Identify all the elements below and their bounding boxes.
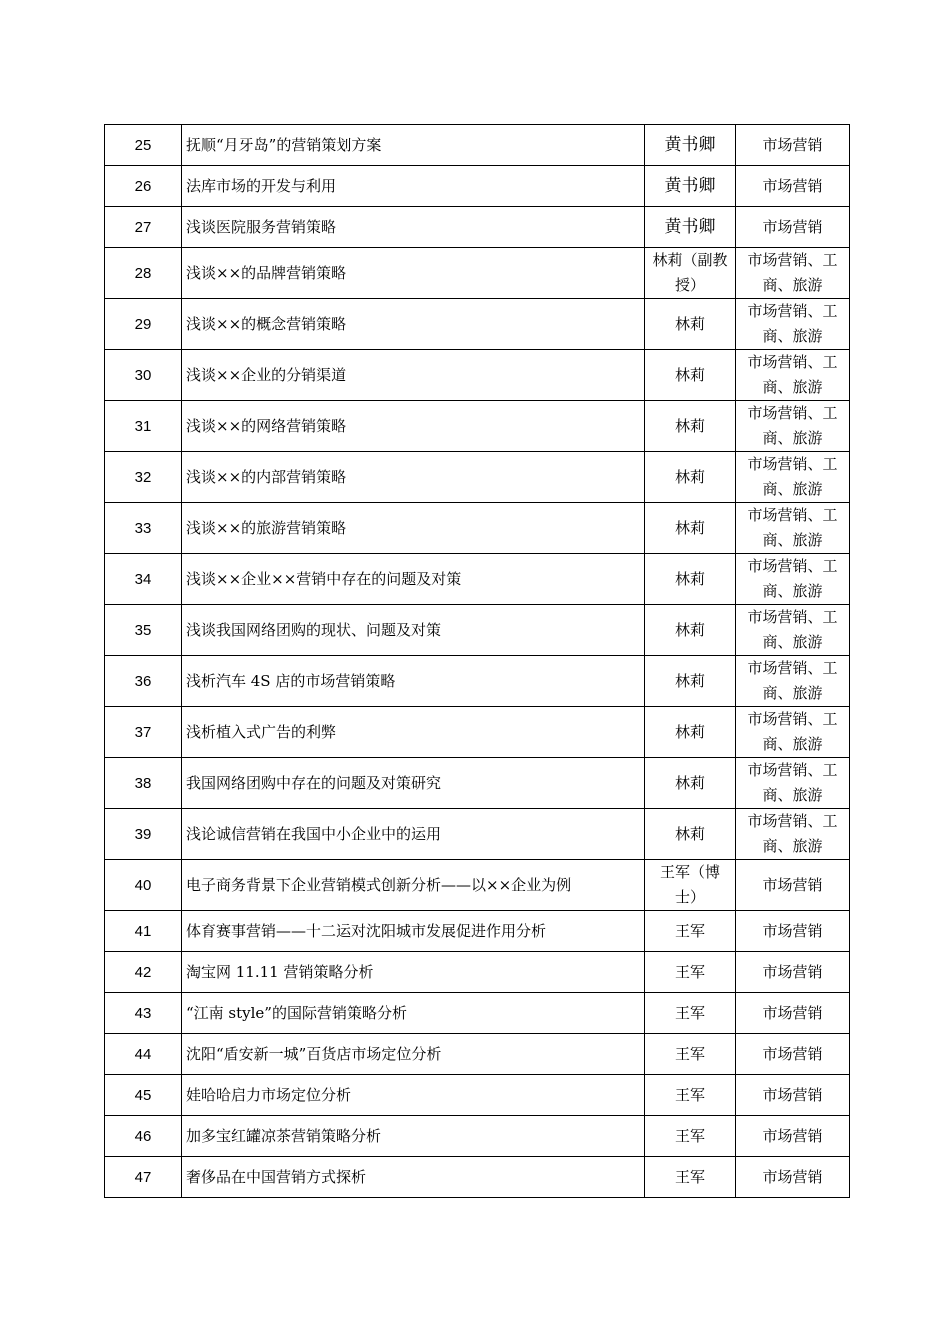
advisor-name: 林莉 — [645, 707, 736, 758]
row-number: 46 — [105, 1116, 182, 1157]
research-direction: 市场营销 — [736, 125, 850, 166]
row-number: 31 — [105, 401, 182, 452]
table-row — [105, 299, 850, 350]
research-direction: 市场营销、工商、旅游 — [736, 707, 850, 758]
research-direction: 市场营销 — [736, 860, 850, 911]
topic-title: “江南 style”的国际营销策略分析 — [182, 993, 645, 1034]
row-number: 37 — [105, 707, 182, 758]
table-row — [105, 125, 850, 166]
advisor-name: 林莉（副教授） — [645, 248, 736, 299]
advisor-name: 林莉 — [645, 503, 736, 554]
row-number: 43 — [105, 993, 182, 1034]
row-number: 30 — [105, 350, 182, 401]
row-number: 34 — [105, 554, 182, 605]
table-row — [105, 401, 850, 452]
advisor-name: 王军 — [645, 1034, 736, 1075]
research-direction: 市场营销、工商、旅游 — [736, 401, 850, 452]
research-direction: 市场营销、工商、旅游 — [736, 554, 850, 605]
row-number: 35 — [105, 605, 182, 656]
research-direction: 市场营销、工商、旅游 — [736, 809, 850, 860]
row-number: 32 — [105, 452, 182, 503]
table-row — [105, 911, 850, 952]
row-number: 38 — [105, 758, 182, 809]
row-number: 47 — [105, 1157, 182, 1198]
topic-title: 浅析植入式广告的利弊 — [182, 707, 645, 758]
research-direction: 市场营销、工商、旅游 — [736, 452, 850, 503]
advisor-name: 黄书卿 — [645, 125, 736, 166]
topic-title: 淘宝网 11.11 营销策略分析 — [182, 952, 645, 993]
research-direction: 市场营销 — [736, 993, 850, 1034]
topic-title: 沈阳“盾安新一城”百货店市场定位分析 — [182, 1034, 645, 1075]
table-row — [105, 1157, 850, 1198]
row-number: 42 — [105, 952, 182, 993]
topic-title: 浅谈××的网络营销策略 — [182, 401, 645, 452]
table-row — [105, 1116, 850, 1157]
table-row — [105, 860, 850, 911]
row-number: 33 — [105, 503, 182, 554]
table-row — [105, 605, 850, 656]
topic-title: 娃哈哈启力市场定位分析 — [182, 1075, 645, 1116]
advisor-name: 王军 — [645, 993, 736, 1034]
table-row — [105, 1075, 850, 1116]
research-direction: 市场营销 — [736, 1075, 850, 1116]
row-number: 25 — [105, 125, 182, 166]
research-direction: 市场营销 — [736, 207, 850, 248]
research-direction: 市场营销 — [736, 166, 850, 207]
topic-title: 浅谈××的概念营销策略 — [182, 299, 645, 350]
topic-title: 法库市场的开发与利用 — [182, 166, 645, 207]
advisor-name: 林莉 — [645, 656, 736, 707]
row-number: 41 — [105, 911, 182, 952]
advisor-name: 黄书卿 — [645, 166, 736, 207]
research-direction: 市场营销 — [736, 911, 850, 952]
row-number: 28 — [105, 248, 182, 299]
table-row — [105, 207, 850, 248]
research-direction: 市场营销、工商、旅游 — [736, 605, 850, 656]
topic-title: 我国网络团购中存在的问题及对策研究 — [182, 758, 645, 809]
topic-title: 电子商务背景下企业营销模式创新分析——以××企业为例 — [182, 860, 645, 911]
table-row — [105, 452, 850, 503]
research-direction: 市场营销、工商、旅游 — [736, 350, 850, 401]
topic-title: 浅谈××企业的分销渠道 — [182, 350, 645, 401]
table-row — [105, 758, 850, 809]
table-row — [105, 350, 850, 401]
row-number: 36 — [105, 656, 182, 707]
topic-title: 奢侈品在中国营销方式探析 — [182, 1157, 645, 1198]
topics-table-body — [105, 125, 850, 1198]
topic-title: 浅谈××的品牌营销策略 — [182, 248, 645, 299]
advisor-name: 林莉 — [645, 452, 736, 503]
advisor-name: 林莉 — [645, 809, 736, 860]
research-direction: 市场营销、工商、旅游 — [736, 656, 850, 707]
row-number: 26 — [105, 166, 182, 207]
advisor-name: 林莉 — [645, 401, 736, 452]
topic-title: 浅谈××的内部营销策略 — [182, 452, 645, 503]
table-row — [105, 809, 850, 860]
topic-title: 浅谈××的旅游营销策略 — [182, 503, 645, 554]
advisor-name: 王军（博士） — [645, 860, 736, 911]
advisor-name: 林莉 — [645, 554, 736, 605]
advisor-name: 林莉 — [645, 299, 736, 350]
table-row — [105, 166, 850, 207]
research-direction: 市场营销 — [736, 1034, 850, 1075]
topics-table — [104, 124, 850, 1198]
row-number: 44 — [105, 1034, 182, 1075]
row-number: 27 — [105, 207, 182, 248]
table-row — [105, 248, 850, 299]
advisor-name: 林莉 — [645, 758, 736, 809]
table-row — [105, 554, 850, 605]
row-number: 39 — [105, 809, 182, 860]
advisor-name: 王军 — [645, 911, 736, 952]
advisor-name: 王军 — [645, 952, 736, 993]
topic-title: 体育赛事营销——十二运对沈阳城市发展促进作用分析 — [182, 911, 645, 952]
row-number: 29 — [105, 299, 182, 350]
table-row — [105, 993, 850, 1034]
research-direction: 市场营销 — [736, 952, 850, 993]
research-direction: 市场营销、工商、旅游 — [736, 758, 850, 809]
topic-title: 加多宝红罐凉茶营销策略分析 — [182, 1116, 645, 1157]
research-direction: 市场营销 — [736, 1116, 850, 1157]
table-row — [105, 656, 850, 707]
advisor-name: 林莉 — [645, 605, 736, 656]
row-number: 45 — [105, 1075, 182, 1116]
research-direction: 市场营销、工商、旅游 — [736, 248, 850, 299]
table-row — [105, 503, 850, 554]
table-row — [105, 952, 850, 993]
row-number: 40 — [105, 860, 182, 911]
advisor-name: 王军 — [645, 1116, 736, 1157]
topic-title: 浅论诚信营销在我国中小企业中的运用 — [182, 809, 645, 860]
topic-title: 浅谈我国网络团购的现状、问题及对策 — [182, 605, 645, 656]
topic-title: 浅析汽车 4S 店的市场营销策略 — [182, 656, 645, 707]
research-direction: 市场营销、工商、旅游 — [736, 299, 850, 350]
topic-title: 浅谈医院服务营销策略 — [182, 207, 645, 248]
advisor-name: 王军 — [645, 1075, 736, 1116]
advisor-name: 黄书卿 — [645, 207, 736, 248]
research-direction: 市场营销、工商、旅游 — [736, 503, 850, 554]
advisor-name: 林莉 — [645, 350, 736, 401]
table-row — [105, 707, 850, 758]
topic-title: 抚顺“月牙岛”的营销策划方案 — [182, 125, 645, 166]
table-row — [105, 1034, 850, 1075]
advisor-name: 王军 — [645, 1157, 736, 1198]
topic-title: 浅谈××企业××营销中存在的问题及对策 — [182, 554, 645, 605]
research-direction: 市场营销 — [736, 1157, 850, 1198]
